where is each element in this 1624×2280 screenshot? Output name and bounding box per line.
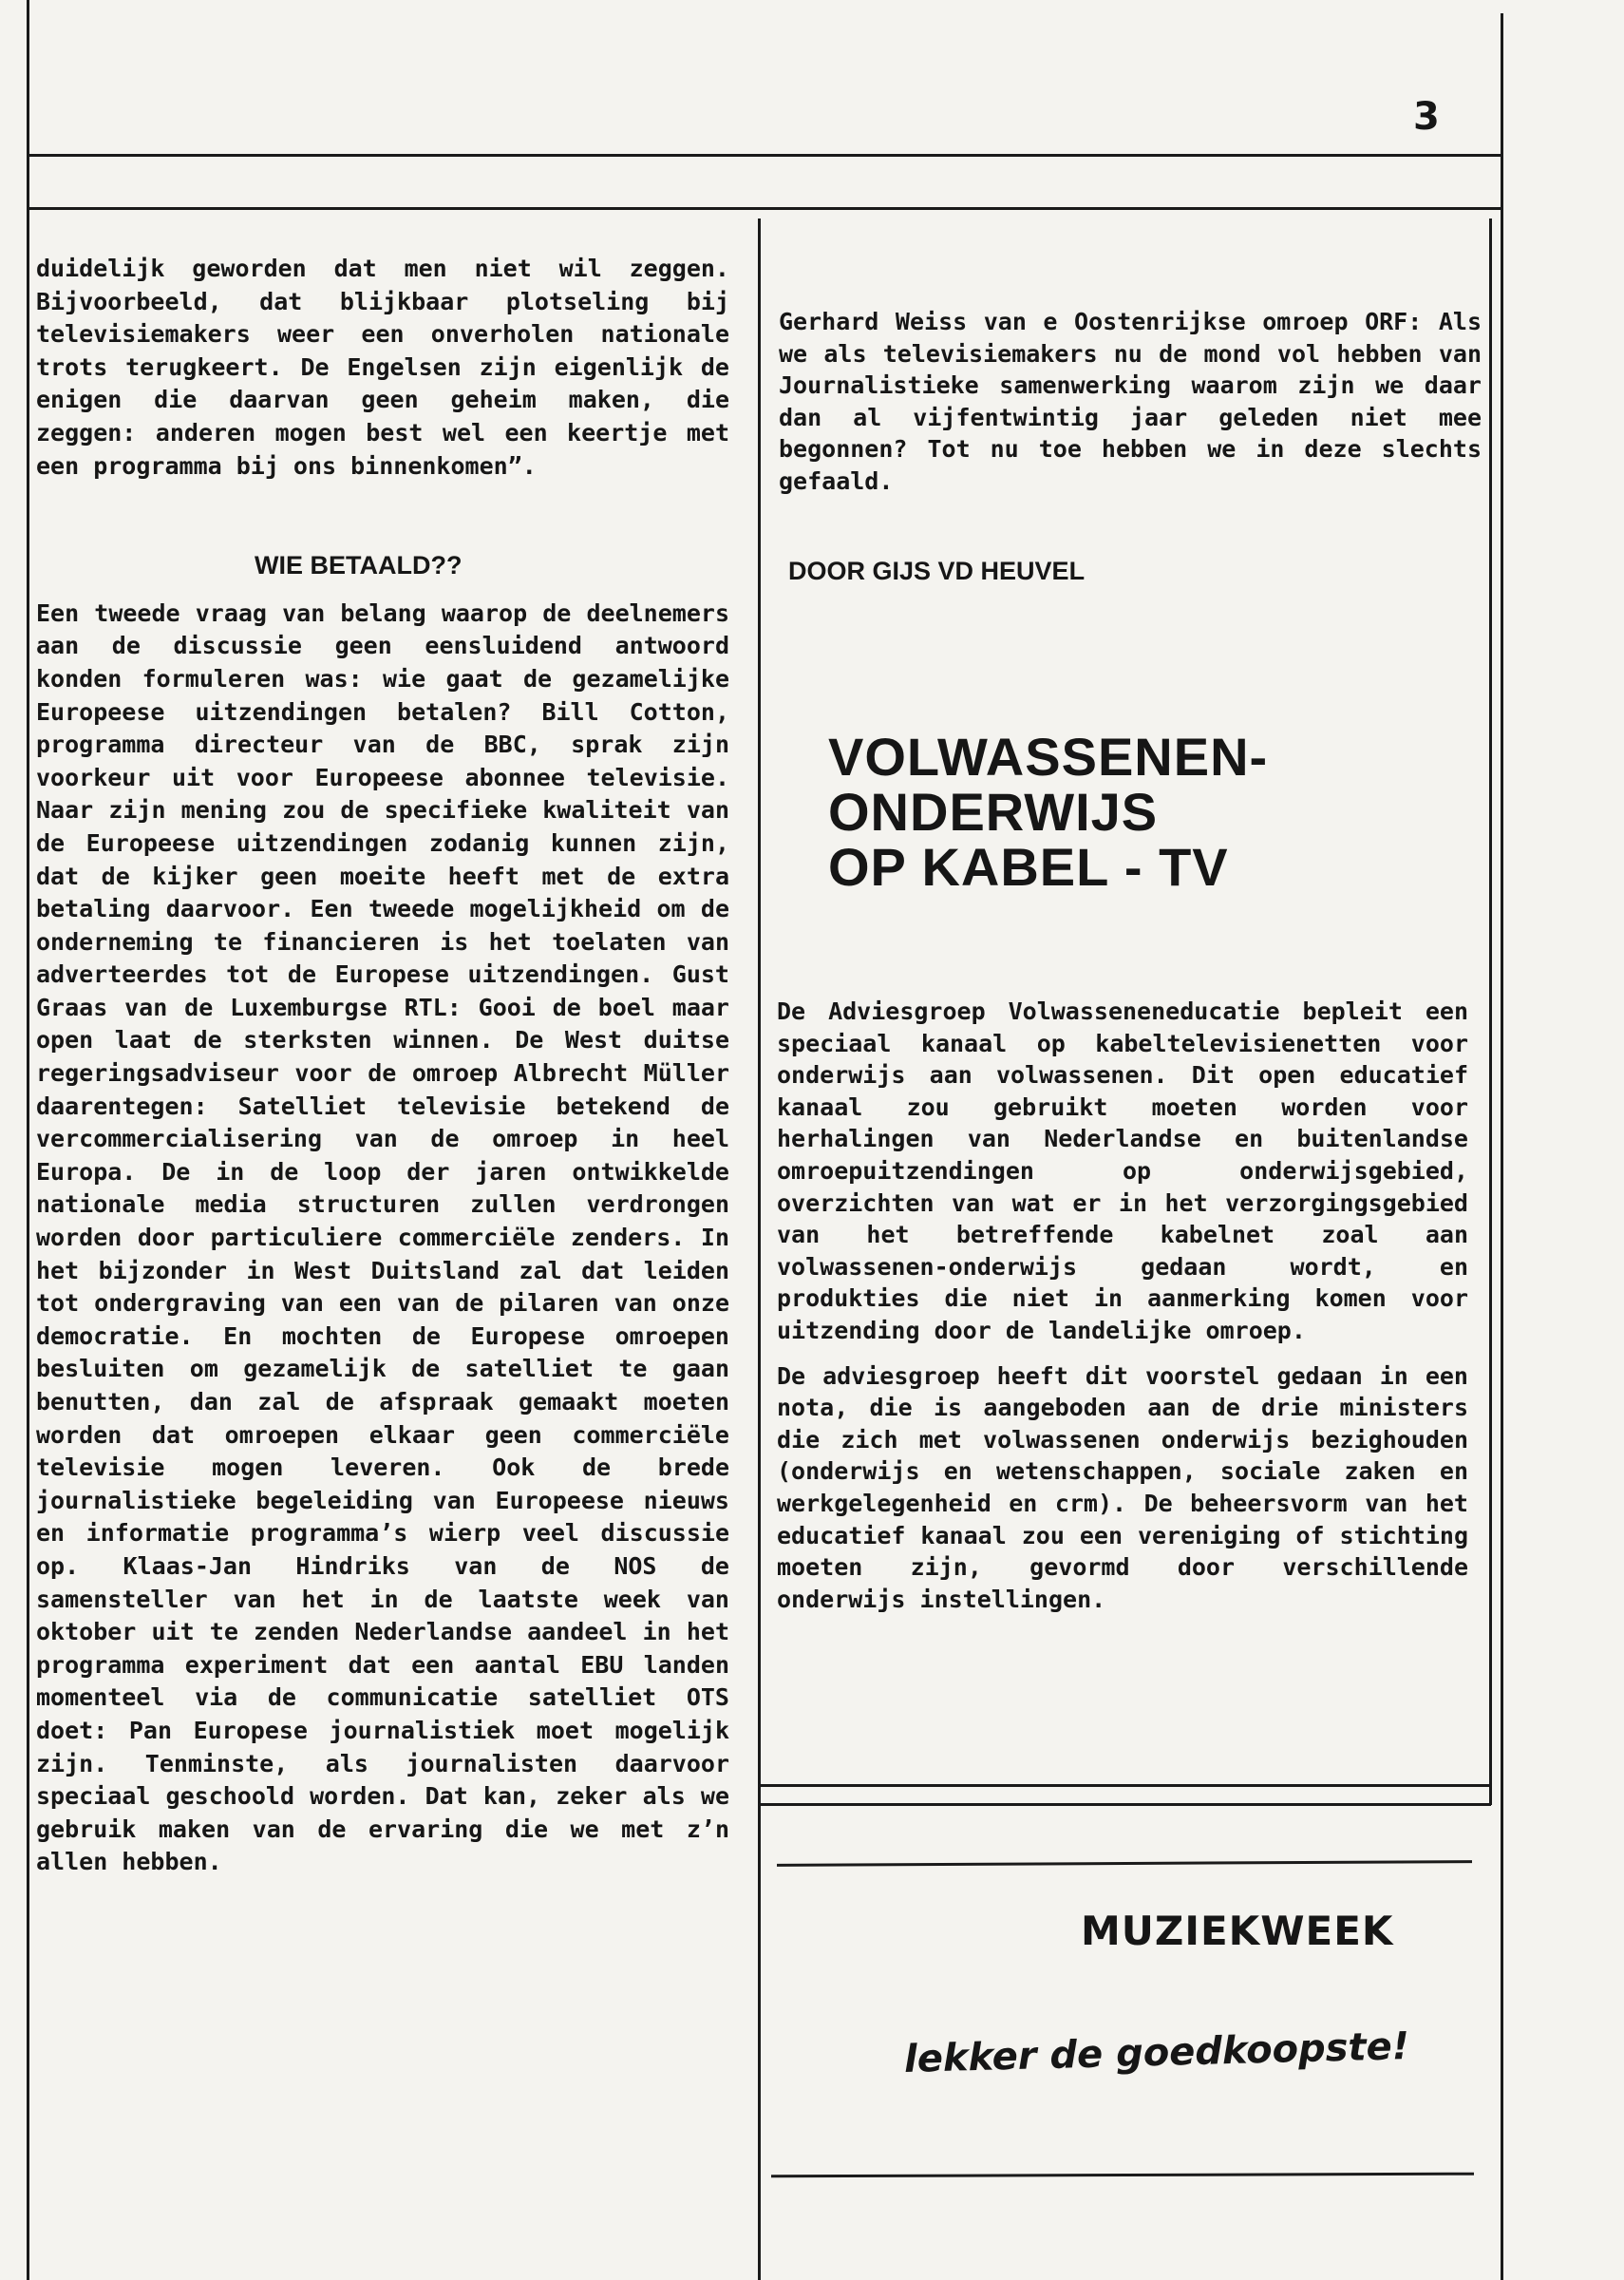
frame-right-edge [1501, 13, 1503, 2280]
frame-left-edge [27, 0, 29, 2280]
article-headline [828, 727, 1474, 897]
header-rule-bottom [27, 207, 1503, 210]
article-paragraph-1: De Adviesgroep Volwasseneneducatie bepleit een speciaal kanaal op kabeltelevisienetten voor onderwijs aan volwassenen. Dit open educatief kanaal zou gebruikt moeten worden voor herhalingen van Nederlandse en buitenlandse omroepuitzendingen op onderwijsgebied, overzichten van wat er in het verzorgingsgebied van het betreffende kabelnet zoal aan volwassenen-onderwijs gedaan wordt, en produkties die niet in aanmerking komen voor uitzending door de landelijke omroep. [777, 998, 1468, 1344]
header-rule-top [27, 154, 1503, 157]
page-number: 3 [1413, 95, 1440, 139]
advert-rule-hand-top [777, 1860, 1472, 1867]
bleed-through-text [912, 228, 930, 289]
advert-title: MUZIEKWEEK [1081, 1908, 1394, 1954]
advert-rule-top-1 [758, 1784, 1491, 1787]
advert-slogan: lekker de goedkoopste! [903, 2024, 1410, 2081]
right-column-intro [779, 306, 1482, 497]
intro-paragraph: Gerhard Weiss van e Oostenrijkse omroep ORF: Als we als televisiemakers nu de mond vol hebben van Journalistieke samenwerking waarom zijn we daar dan al vijfentwintig jaar geleden niet mee begonnen? Tot nu toe hebben we in deze slechts gefaald. [779, 308, 1482, 495]
left-column [36, 253, 729, 1879]
article-body [777, 996, 1468, 1628]
headline-line-1: VOLWASSENEN- [828, 727, 1269, 787]
left-paragraph-1: duidelijk geworden dat men niet wil zeggen. Bijvoorbeeld, dat blijkbaar plotseling bij televisiemakers weer een onverholen nationale trots terugkeert. De Engelsen zijn eigenlijk de enigen die daarvan geen geheim maken, die zeggen: anderen mogen best wel een keertje met een programma bij ons binnenkomen”. [36, 255, 729, 480]
advert-rule-hand-bottom [771, 2173, 1474, 2178]
column-divider [758, 218, 761, 2280]
article-paragraph-2: De adviesgroep heeft dit voorstel gedaan in een nota, die is aangeboden aan de drie ministers die zich met volwassenen onderwijs bezighouden (onderwijs en wetenschappen, sociale zaken en werkgelegenheid en crm). De beheersvorm van het educatief kanaal zou een vereniging of stichting moeten zijn, gevormd door verschillende onderwijs instellingen. [777, 1361, 1468, 1613]
left-paragraph-2: Een tweede vraag van belang waarop de deelnemers aan de discussie geen eensluidend antwoord konden formuleren was: wie gaat de gezamelijke Europeese uitzendingen betalen? Bill Cotton, programma directeur van de BBC, sprak zijn voorkeur uit voor Europeese abonnee televisie. Naar zijn mening zou de specifieke kwaliteit van de Europeese uitzendingen zodanig kunnen zijn, dat de kijker geen moeite heeft met de extra betaling daarvoor. Een tweede mogelijkheid om de onderneming te financieren is het toelaten van adverteerdes tot de Europese uitzendingen. Gust Graas van de Luxemburgse RTL: Gooi de boel maar open laat de sterksten winnen. De West duitse regeringsadviseur voor de omroep Albrecht Müller daarentegen: Satelliet televisie betekend de vercommercialisering van de omroep in heel Europa. De in de loop der jaren ontwikkelde nationale media structuren zullen verdrongen worden door particuliere commerciële zenders. In het bijzonder in West Duitsland zal dat leiden tot ondergraving van een van de pilaren van onze democratie. En mochten de Europese omroepen besluiten om gezamelijk de satelliet te gaan benutten, dan zal de afspraak gemaakt moeten worden dat omroepen elkaar geen commerciële televisie mogen leveren. Ook de brede journalistieke begeleiding van Europeese nieuws en informatie programma’s wierp veel discussie op. Klaas-Jan Hindriks van de NOS de samensteller van het in de laatste week van oktober uit te zenden Nederlandse aandeel in het programma experiment dat een aantal EBU landen momenteel via de communicatie satelliet OTS doet: Pan Europese journalistiek moet mogelijk zijn. Tenminste, als journalisten daarvoor speciaal geschoold worden. Dat kan, zeker als we gebruik maken van de ervaring die we met z’n allen hebben. [36, 598, 729, 1876]
byline: DOOR GIJS VD HEUVEL [788, 557, 1086, 585]
headline-line-2: ONDERWIJS [828, 782, 1159, 842]
section-subheading: WIE BETAALD?? [255, 551, 463, 580]
inner-frame-right [1489, 218, 1492, 1805]
advert-rule-top-2 [758, 1803, 1491, 1806]
headline-line-3: OP KABEL - TV [828, 837, 1229, 897]
